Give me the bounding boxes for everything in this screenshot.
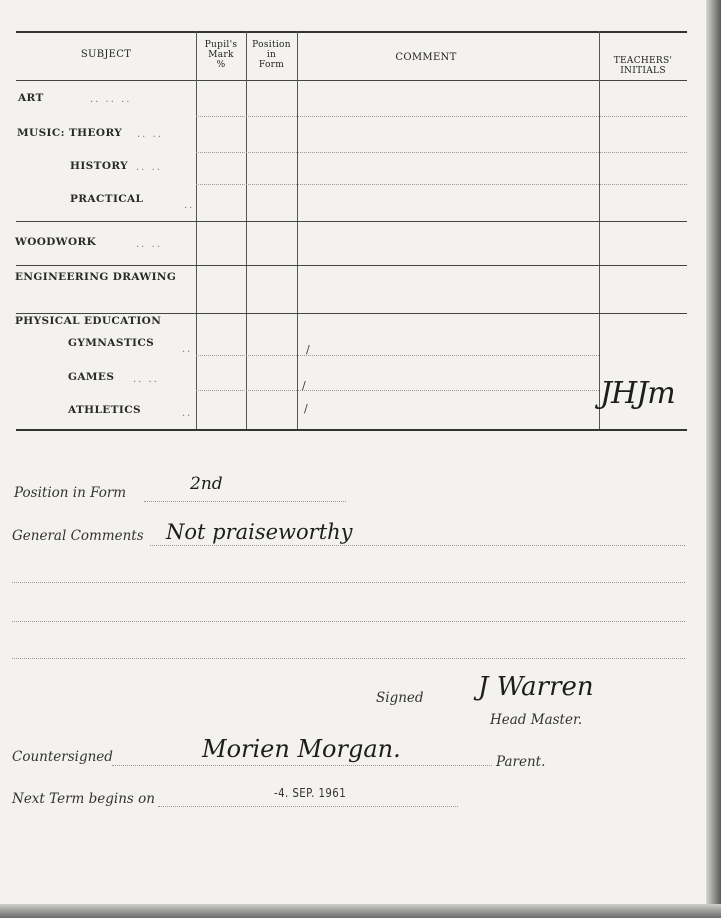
subject-art-dots: .. .. ..	[90, 94, 132, 105]
row-guide	[196, 152, 687, 153]
row-guide	[196, 184, 687, 185]
next-term-line	[158, 806, 458, 807]
subject-games-dots: .. ..	[133, 374, 159, 385]
header-position-line2: in	[266, 50, 277, 60]
group-line-music	[16, 221, 687, 222]
general-comments-line-4	[12, 658, 685, 659]
general-comments-line-2	[12, 582, 685, 583]
countersigned-label: Countersigned	[12, 749, 113, 765]
subject-woodwork-dots: .. ..	[136, 239, 162, 250]
table-bottom-border	[16, 429, 687, 431]
general-comments-label: General Comments	[12, 528, 144, 544]
pe-teacher-initials: JHJm	[600, 376, 675, 411]
header-position	[246, 40, 297, 70]
comment-mark-gymnastics: /	[306, 343, 310, 356]
next-term-date-stamp: -4. SEP. 1961	[274, 786, 347, 800]
headmaster-signature: J Warren	[478, 672, 594, 702]
page-edge-shadow-bottom	[0, 904, 721, 918]
parent-signature: Morien Morgan.	[202, 735, 401, 763]
subject-physical-education: PHYSICAL EDUCATION	[15, 315, 162, 327]
header-teachers-initials	[599, 56, 687, 76]
group-line-engineering	[16, 313, 687, 314]
subject-music-theory-dots: .. ..	[137, 129, 163, 140]
row-guide	[196, 355, 599, 356]
group-line-woodwork	[16, 265, 687, 266]
header-bottom-line	[16, 80, 687, 81]
header-initials-line1: TEACHERS'	[613, 56, 673, 66]
subject-games: GAMES	[68, 371, 115, 383]
col-line-mark	[196, 31, 197, 429]
subject-gymnastics-dots: ..	[182, 344, 193, 355]
countersigned-line	[112, 765, 492, 766]
header-pupils-mark	[196, 40, 246, 70]
general-comments-value: Not praiseworthy	[166, 520, 353, 544]
subject-athletics-dots: ..	[182, 408, 193, 419]
head-master-label: Head Master.	[490, 712, 583, 728]
subject-woodwork: WOODWORK	[15, 236, 97, 248]
next-term-label: Next Term begins on	[12, 791, 155, 807]
subject-music-practical-dots: ..	[184, 200, 195, 211]
col-line-comment	[297, 31, 298, 429]
subject-art: ART	[18, 92, 44, 104]
col-line-initials	[599, 31, 600, 429]
col-line-position	[246, 31, 247, 429]
position-in-form-label: Position in Form	[14, 485, 127, 501]
position-in-form-value: 2nd	[190, 474, 223, 494]
comment-mark-athletics: /	[304, 402, 308, 415]
subject-music-practical: PRACTICAL	[70, 193, 144, 205]
signed-label: Signed	[376, 690, 424, 706]
subject-athletics: ATHLETICS	[68, 404, 141, 416]
subject-engineering-drawing: ENGINEERING DRAWING	[15, 271, 177, 283]
subject-music-history-dots: .. ..	[136, 162, 162, 173]
header-position-line3: Form	[258, 60, 285, 70]
general-comments-line-3	[12, 621, 685, 622]
position-line	[144, 501, 346, 502]
general-comments-line-1	[150, 545, 685, 546]
header-comment: COMMENT	[395, 52, 457, 63]
parent-label: Parent.	[496, 754, 546, 770]
header-subject: SUBJECT	[80, 49, 132, 60]
subject-gymnastics: GYMNASTICS	[68, 337, 155, 349]
header-initials-line2: INITIALS	[620, 66, 666, 76]
header-pupils-mark-line1: Pupil's	[204, 40, 238, 50]
header-position-line1: Position	[252, 40, 291, 50]
header-pupils-mark-line3: %	[216, 60, 226, 70]
subject-music-theory: MUSIC: THEORY	[17, 127, 123, 139]
page-edge-shadow-right	[706, 0, 721, 918]
subject-music-history: HISTORY	[70, 160, 129, 172]
row-guide	[196, 116, 687, 117]
table-top-border	[16, 31, 687, 33]
header-pupils-mark-line2: Mark	[208, 50, 234, 60]
row-guide	[196, 390, 599, 391]
comment-mark-games: /	[302, 379, 306, 392]
